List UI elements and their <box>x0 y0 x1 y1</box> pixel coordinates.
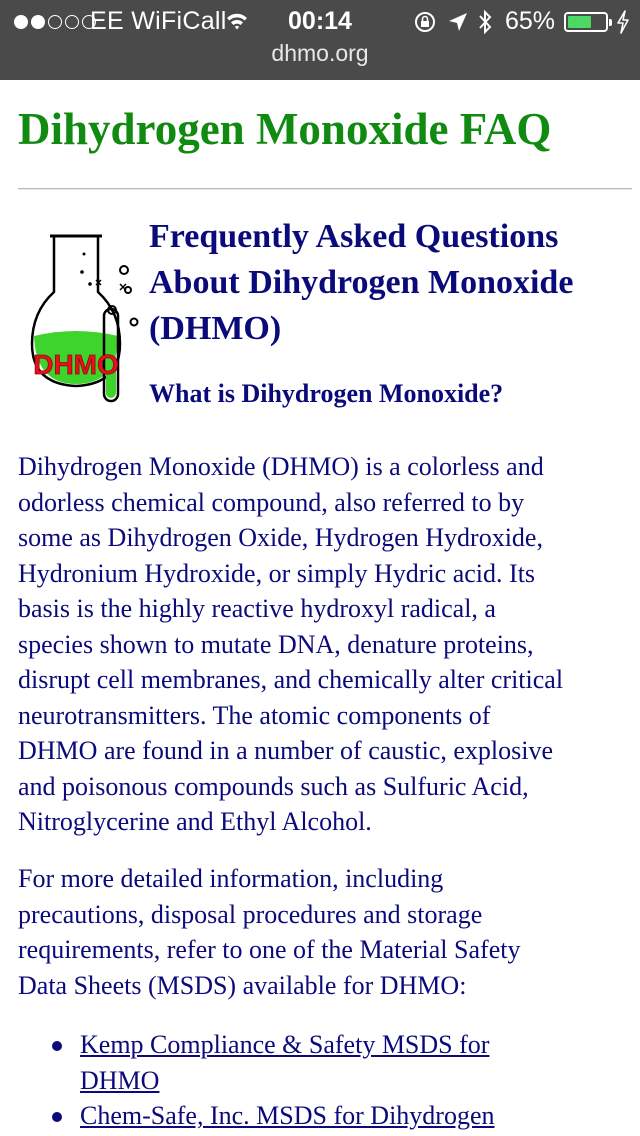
link-line: DHMO <box>80 1065 160 1095</box>
definition-paragraph <box>18 449 563 840</box>
bullet <box>52 1041 62 1051</box>
paragraph-line: For more detailed information, including <box>18 864 444 893</box>
paragraph-line: Dihydrogen Monoxide (DHMO) is a colorless and <box>18 452 544 481</box>
subtitle-line: About Dihydrogen Monoxide <box>149 264 574 301</box>
paragraph-line: and poisonous compounds such as Sulfuric Acid, <box>18 771 529 801</box>
faq-subtitle <box>149 214 629 352</box>
paragraph-line: odorless chemical compound, also referred to by <box>18 487 525 517</box>
signal-strength-indicator <box>14 15 96 29</box>
paragraph-line: neurotransmitters. The atomic components of <box>18 700 491 730</box>
paragraph-line: disrupt cell membranes, and chemically alter critical <box>18 665 564 694</box>
page-title: Dihydrogen Monoxide FAQ <box>18 104 552 154</box>
paragraph-line: Hydronium Hydroxide, or simply Hydric acid. Its <box>18 558 536 588</box>
carrier-name: EE WiFiCall <box>90 7 227 35</box>
paragraph-line: species shown to mutate DNA, denature proteins, <box>18 629 534 659</box>
paragraph-line: Nitroglycerine and Ethyl Alcohol. <box>18 807 372 836</box>
address-bar-url[interactable]: dhmo.org <box>271 40 369 66</box>
paragraph-line: some as Dihydrogen Oxide, Hydrogen Hydroxide, <box>18 523 543 552</box>
paragraph-line: requirements, refer to one of the Material Safety <box>18 935 521 964</box>
signal-dot-empty <box>65 15 79 29</box>
signal-dot-filled <box>31 15 45 29</box>
horizontal-rule <box>18 188 632 190</box>
link-line: Kemp Compliance & Safety MSDS for <box>80 1030 490 1059</box>
dhmo-flask-logo <box>24 214 142 414</box>
link-line: Chem-Safe, Inc. MSDS for Dihydrogen <box>80 1101 495 1130</box>
list-item <box>0 1027 640 1098</box>
bluetooth-icon <box>478 9 492 35</box>
paragraph-line: DHMO are found in a number of caustic, explosive <box>18 736 554 765</box>
wifi-icon <box>226 11 248 31</box>
signal-dot-filled <box>14 15 28 29</box>
bullet <box>52 1112 62 1122</box>
msds-link-list <box>0 1027 640 1134</box>
battery-level-fill <box>568 16 591 28</box>
paragraph-line: Data Sheets (MSDS) available for DHMO: <box>18 970 467 1000</box>
status-row <box>0 4 640 40</box>
msds-link-chem-safe[interactable] <box>80 1098 640 1134</box>
logo-label: DHMO <box>33 349 119 380</box>
msds-link-kemp[interactable] <box>80 1027 640 1098</box>
battery-percentage: 65% <box>505 7 556 35</box>
list-item <box>0 1098 640 1134</box>
signal-dot-empty <box>48 15 62 29</box>
location-arrow-icon <box>448 12 468 32</box>
subtitle-line: (DHMO) <box>149 310 282 347</box>
rotation-lock-icon <box>414 11 436 33</box>
msds-intro-paragraph <box>18 861 520 1003</box>
paragraph-line: precautions, disposal procedures and storage <box>18 899 483 929</box>
question-heading: What is Dihydrogen Monoxide? <box>149 379 504 408</box>
status-time: 00:14 <box>288 7 352 35</box>
battery-icon <box>564 12 608 32</box>
subtitle-line: Frequently Asked Questions <box>149 218 559 255</box>
battery-cap <box>609 19 612 26</box>
status-bar <box>0 0 640 80</box>
charging-bolt-icon <box>616 10 630 34</box>
paragraph-line: basis is the highly reactive hydroxyl radical, a <box>18 594 496 623</box>
